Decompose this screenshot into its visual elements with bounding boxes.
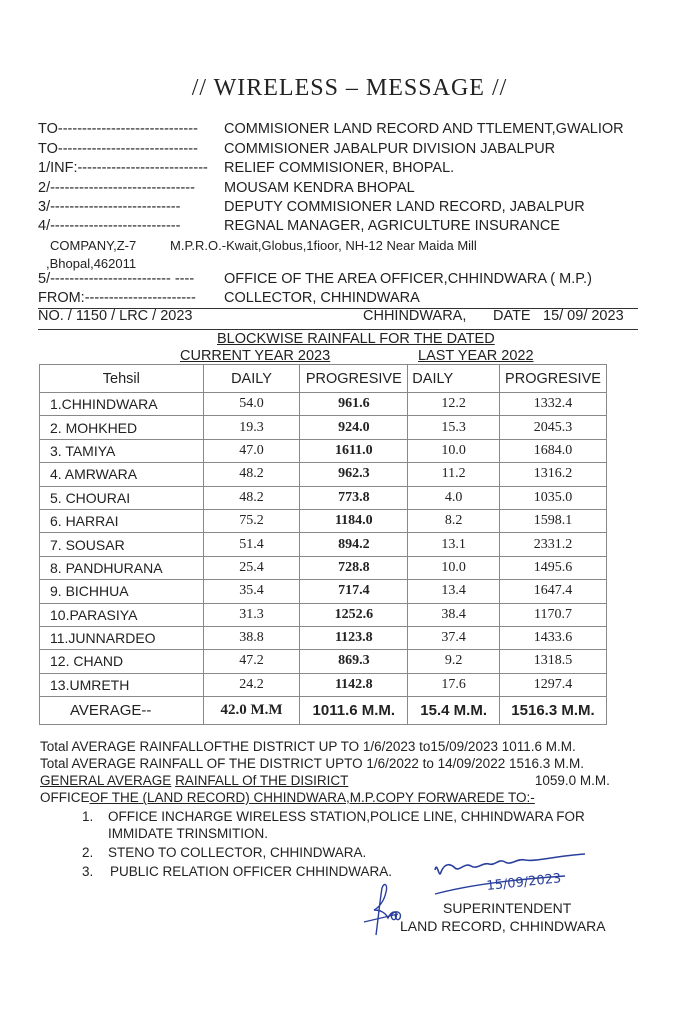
column-header-last-progressive: PROGRESIVE bbox=[499, 365, 606, 393]
copy-item-text-continued: IMMIDATE TRINSMITION. bbox=[108, 826, 268, 841]
tehsil-name: 2. MOHKHED bbox=[40, 416, 204, 439]
recipient-value: RELIEF COMMISIONER, BHOPAL. bbox=[224, 160, 455, 176]
recipient-line bbox=[38, 271, 658, 290]
tehsil-name: 6. HARRAI bbox=[40, 509, 204, 532]
table-row bbox=[40, 626, 607, 649]
column-header-tehsil: Tehsil bbox=[40, 365, 204, 393]
general-average-rainfall-label: RAINFALL Of THE DISIRICT bbox=[175, 773, 349, 788]
tehsil-name: 3. TAMIYA bbox=[40, 439, 204, 462]
last-progressive: 1297.4 bbox=[499, 673, 606, 696]
last-daily: 37.4 bbox=[408, 626, 500, 649]
table-row bbox=[40, 580, 607, 603]
recipient-line bbox=[38, 121, 658, 140]
signatory-designation: SUPERINTENDENT bbox=[443, 900, 572, 916]
current-daily: 31.3 bbox=[203, 603, 300, 626]
last-daily: 12.2 bbox=[408, 393, 500, 416]
copy-item-text: PUBLIC RELATION OFFICER CHHINDWARA. bbox=[110, 864, 393, 879]
last-progressive: 1170.7 bbox=[499, 603, 606, 626]
from-line bbox=[38, 290, 658, 309]
recipient-label: 3/--------------------------- bbox=[38, 199, 181, 215]
current-daily: 54.0 bbox=[203, 393, 300, 416]
current-daily: 38.8 bbox=[203, 626, 300, 649]
last-daily: 13.4 bbox=[408, 580, 500, 603]
table-row bbox=[40, 673, 607, 696]
from-label: FROM:----------------------- bbox=[38, 290, 196, 306]
average-label: AVERAGE-- bbox=[40, 697, 204, 725]
current-daily: 25.4 bbox=[203, 556, 300, 579]
recipient-value: COMMISIONER JABALPUR DIVISION JABALPUR bbox=[224, 141, 556, 157]
reference-number: NO. / 1150 / LRC / 2023 bbox=[38, 308, 193, 324]
recipient-label: 5/------------------------- ---- bbox=[38, 271, 195, 287]
current-daily: 51.4 bbox=[203, 533, 300, 556]
current-daily: 35.4 bbox=[203, 580, 300, 603]
tehsil-name: 8. PANDHURANA bbox=[40, 556, 204, 579]
last-progressive: 1316.2 bbox=[499, 463, 606, 486]
table-row bbox=[40, 556, 607, 579]
divider bbox=[38, 329, 638, 330]
reference-date-label: DATE bbox=[493, 308, 531, 324]
last-daily: 10.0 bbox=[408, 556, 500, 579]
table-row bbox=[40, 439, 607, 462]
copy-forwarded-heading bbox=[40, 790, 535, 805]
current-progressive: 962.3 bbox=[300, 463, 408, 486]
general-average-value: 1059.0 M.M. bbox=[534, 773, 610, 788]
tehsil-name: 4. AMRWARA bbox=[40, 463, 204, 486]
last-progressive: 1332.4 bbox=[499, 393, 606, 416]
last-daily: 13.1 bbox=[408, 533, 500, 556]
summary-last-year: Total AVERAGE RAINFALL OF THE DISTRICT UPTO 1/6/2022 to 14/09/2022 1516.3 M.M. bbox=[40, 756, 584, 771]
current-progressive: 924.0 bbox=[300, 416, 408, 439]
last-progressive: 1647.4 bbox=[499, 580, 606, 603]
reference-line bbox=[38, 308, 638, 328]
recipient-value: REGNAL MANAGER, AGRICULTURE INSURANCE bbox=[224, 218, 560, 234]
recipient-label: TO----------------------------- bbox=[38, 121, 198, 137]
reference-date: 15/ 09/ 2023 bbox=[543, 308, 624, 324]
column-header-last-daily: DAILY bbox=[408, 365, 500, 393]
current-progressive: 1142.8 bbox=[300, 673, 408, 696]
summary-general-average bbox=[40, 773, 610, 788]
tehsil-name: 13.UMRETH bbox=[40, 673, 204, 696]
table-row bbox=[40, 393, 607, 416]
current-progressive: 961.6 bbox=[300, 393, 408, 416]
tehsil-name: 10.PARASIYA bbox=[40, 603, 204, 626]
recipient-line bbox=[38, 180, 658, 199]
table-row bbox=[40, 509, 607, 532]
table-header-row bbox=[40, 365, 607, 393]
table-row bbox=[40, 603, 607, 626]
table-row bbox=[40, 463, 607, 486]
recipient-line bbox=[38, 160, 658, 179]
copy-item-number: 1. bbox=[82, 809, 94, 824]
column-header-current-progressive: PROGRESIVE bbox=[300, 365, 408, 393]
current-daily: 47.2 bbox=[203, 650, 300, 673]
from-value: COLLECTOR, CHHINDWARA bbox=[224, 290, 420, 306]
tehsil-name: 9. BICHHUA bbox=[40, 580, 204, 603]
recipient-label: TO----------------------------- bbox=[38, 141, 198, 157]
last-progressive: 1684.0 bbox=[499, 439, 606, 462]
last-progressive: 1495.6 bbox=[499, 556, 606, 579]
recipient-value: COMMISIONER LAND RECORD AND TTLEMENT,GWALIOR bbox=[224, 121, 624, 137]
signatory-office: LAND RECORD, CHHINDWARA bbox=[400, 918, 606, 934]
table-row bbox=[40, 650, 607, 673]
recipient-4-address-street: M.P.R.O.-Kwait,Globus,1fioor, NH-12 Near Maida Mill bbox=[170, 238, 477, 253]
tehsil-name: 7. SOUSAR bbox=[40, 533, 204, 556]
rainfall-table bbox=[39, 364, 607, 725]
table-title: BLOCKWISE RAINFALL FOR THE DATED bbox=[217, 331, 495, 347]
current-progressive: 773.8 bbox=[300, 486, 408, 509]
recipient-value: DEPUTY COMMISIONER LAND RECORD, JABALPUR bbox=[224, 199, 585, 215]
recipient-value: OFFICE OF THE AREA OFFICER,CHHINDWARA ( M.P.) bbox=[224, 271, 592, 287]
table-row bbox=[40, 533, 607, 556]
average-last-daily: 15.4 M.M. bbox=[408, 697, 500, 725]
current-progressive: 1123.8 bbox=[300, 626, 408, 649]
average-row bbox=[40, 697, 607, 725]
current-year-label: CURRENT YEAR 2023 bbox=[180, 348, 331, 364]
current-progressive: 1252.6 bbox=[300, 603, 408, 626]
recipient-4-address-city: ,Bhopal,462011 bbox=[46, 256, 137, 271]
current-daily: 75.2 bbox=[203, 509, 300, 532]
tehsil-name: 12. CHAND bbox=[40, 650, 204, 673]
recipient-line bbox=[38, 199, 658, 218]
general-average-label: GENERAL AVERAGE bbox=[40, 773, 172, 788]
document-title: // WIRELESS – MESSAGE // bbox=[191, 75, 508, 101]
last-daily: 15.3 bbox=[408, 416, 500, 439]
tehsil-name: 11.JUNNARDEO bbox=[40, 626, 204, 649]
copy-forward-text: OF THE (LAND RECORD) CHHINDWARA,M.P.COPY FORWAREDE TO:- bbox=[89, 790, 535, 805]
average-last-progressive: 1516.3 M.M. bbox=[499, 697, 606, 725]
current-progressive: 717.4 bbox=[300, 580, 408, 603]
last-progressive: 2045.3 bbox=[499, 416, 606, 439]
recipient-label: 4/--------------------------- bbox=[38, 218, 181, 234]
table-row bbox=[40, 416, 607, 439]
average-current-progressive: 1011.6 M.M. bbox=[300, 697, 408, 725]
current-daily: 48.2 bbox=[203, 486, 300, 509]
current-progressive: 1184.0 bbox=[300, 509, 408, 532]
last-daily: 10.0 bbox=[408, 439, 500, 462]
last-year-label: LAST YEAR 2022 bbox=[418, 348, 534, 364]
last-daily: 38.4 bbox=[408, 603, 500, 626]
recipient-label: 2/------------------------------ bbox=[38, 180, 195, 196]
last-progressive: 1598.1 bbox=[499, 509, 606, 532]
recipient-line bbox=[38, 218, 658, 237]
last-daily: 9.2 bbox=[408, 650, 500, 673]
summary-current-year: Total AVERAGE RAINFALLOFTHE DISTRICT UP TO 1/6/2023 to15/09/2023 1011.6 M.M. bbox=[40, 739, 576, 754]
recipient-label: 1/INF:--------------------------- bbox=[38, 160, 208, 176]
tehsil-name: 5. CHOURAI bbox=[40, 486, 204, 509]
copy-item-number: 3. bbox=[82, 864, 94, 879]
recipient-value: MOUSAM KENDRA BHOPAL bbox=[224, 180, 415, 196]
handwritten-signature-icon bbox=[425, 850, 595, 900]
current-daily: 24.2 bbox=[203, 673, 300, 696]
copy-item-number: 2. bbox=[82, 845, 94, 860]
last-progressive: 1035.0 bbox=[499, 486, 606, 509]
column-header-current-daily: DAILY bbox=[203, 365, 300, 393]
last-daily: 11.2 bbox=[408, 463, 500, 486]
current-progressive: 1611.0 bbox=[300, 439, 408, 462]
average-current-daily: 42.0 M.M bbox=[203, 697, 300, 725]
svg-text:15/09/2023: 15/09/2023 bbox=[485, 871, 562, 894]
copy-item-text: OFFICE INCHARGE WIRELESS STATION,POLICE LINE, CHHINDWARA FOR bbox=[108, 809, 585, 824]
table-row bbox=[40, 486, 607, 509]
last-progressive: 2331.2 bbox=[499, 533, 606, 556]
recipient-line bbox=[38, 141, 658, 160]
current-progressive: 869.3 bbox=[300, 650, 408, 673]
current-daily: 19.3 bbox=[203, 416, 300, 439]
current-daily: 48.2 bbox=[203, 463, 300, 486]
last-progressive: 1433.6 bbox=[499, 626, 606, 649]
copy-item-text: STENO TO COLLECTOR, CHHINDWARA. bbox=[108, 845, 367, 860]
current-progressive: 728.8 bbox=[300, 556, 408, 579]
tehsil-name: 1.CHHINDWARA bbox=[40, 393, 204, 416]
last-daily: 4.0 bbox=[408, 486, 500, 509]
last-daily: 17.6 bbox=[408, 673, 500, 696]
current-progressive: 894.2 bbox=[300, 533, 408, 556]
last-progressive: 1318.5 bbox=[499, 650, 606, 673]
reference-place: CHHINDWARA, bbox=[363, 308, 467, 324]
current-daily: 47.0 bbox=[203, 439, 300, 462]
copy-forward-office: OFFICE bbox=[40, 790, 90, 805]
last-daily: 8.2 bbox=[408, 509, 500, 532]
recipient-4-address-company: COMPANY,Z-7 bbox=[50, 238, 137, 253]
